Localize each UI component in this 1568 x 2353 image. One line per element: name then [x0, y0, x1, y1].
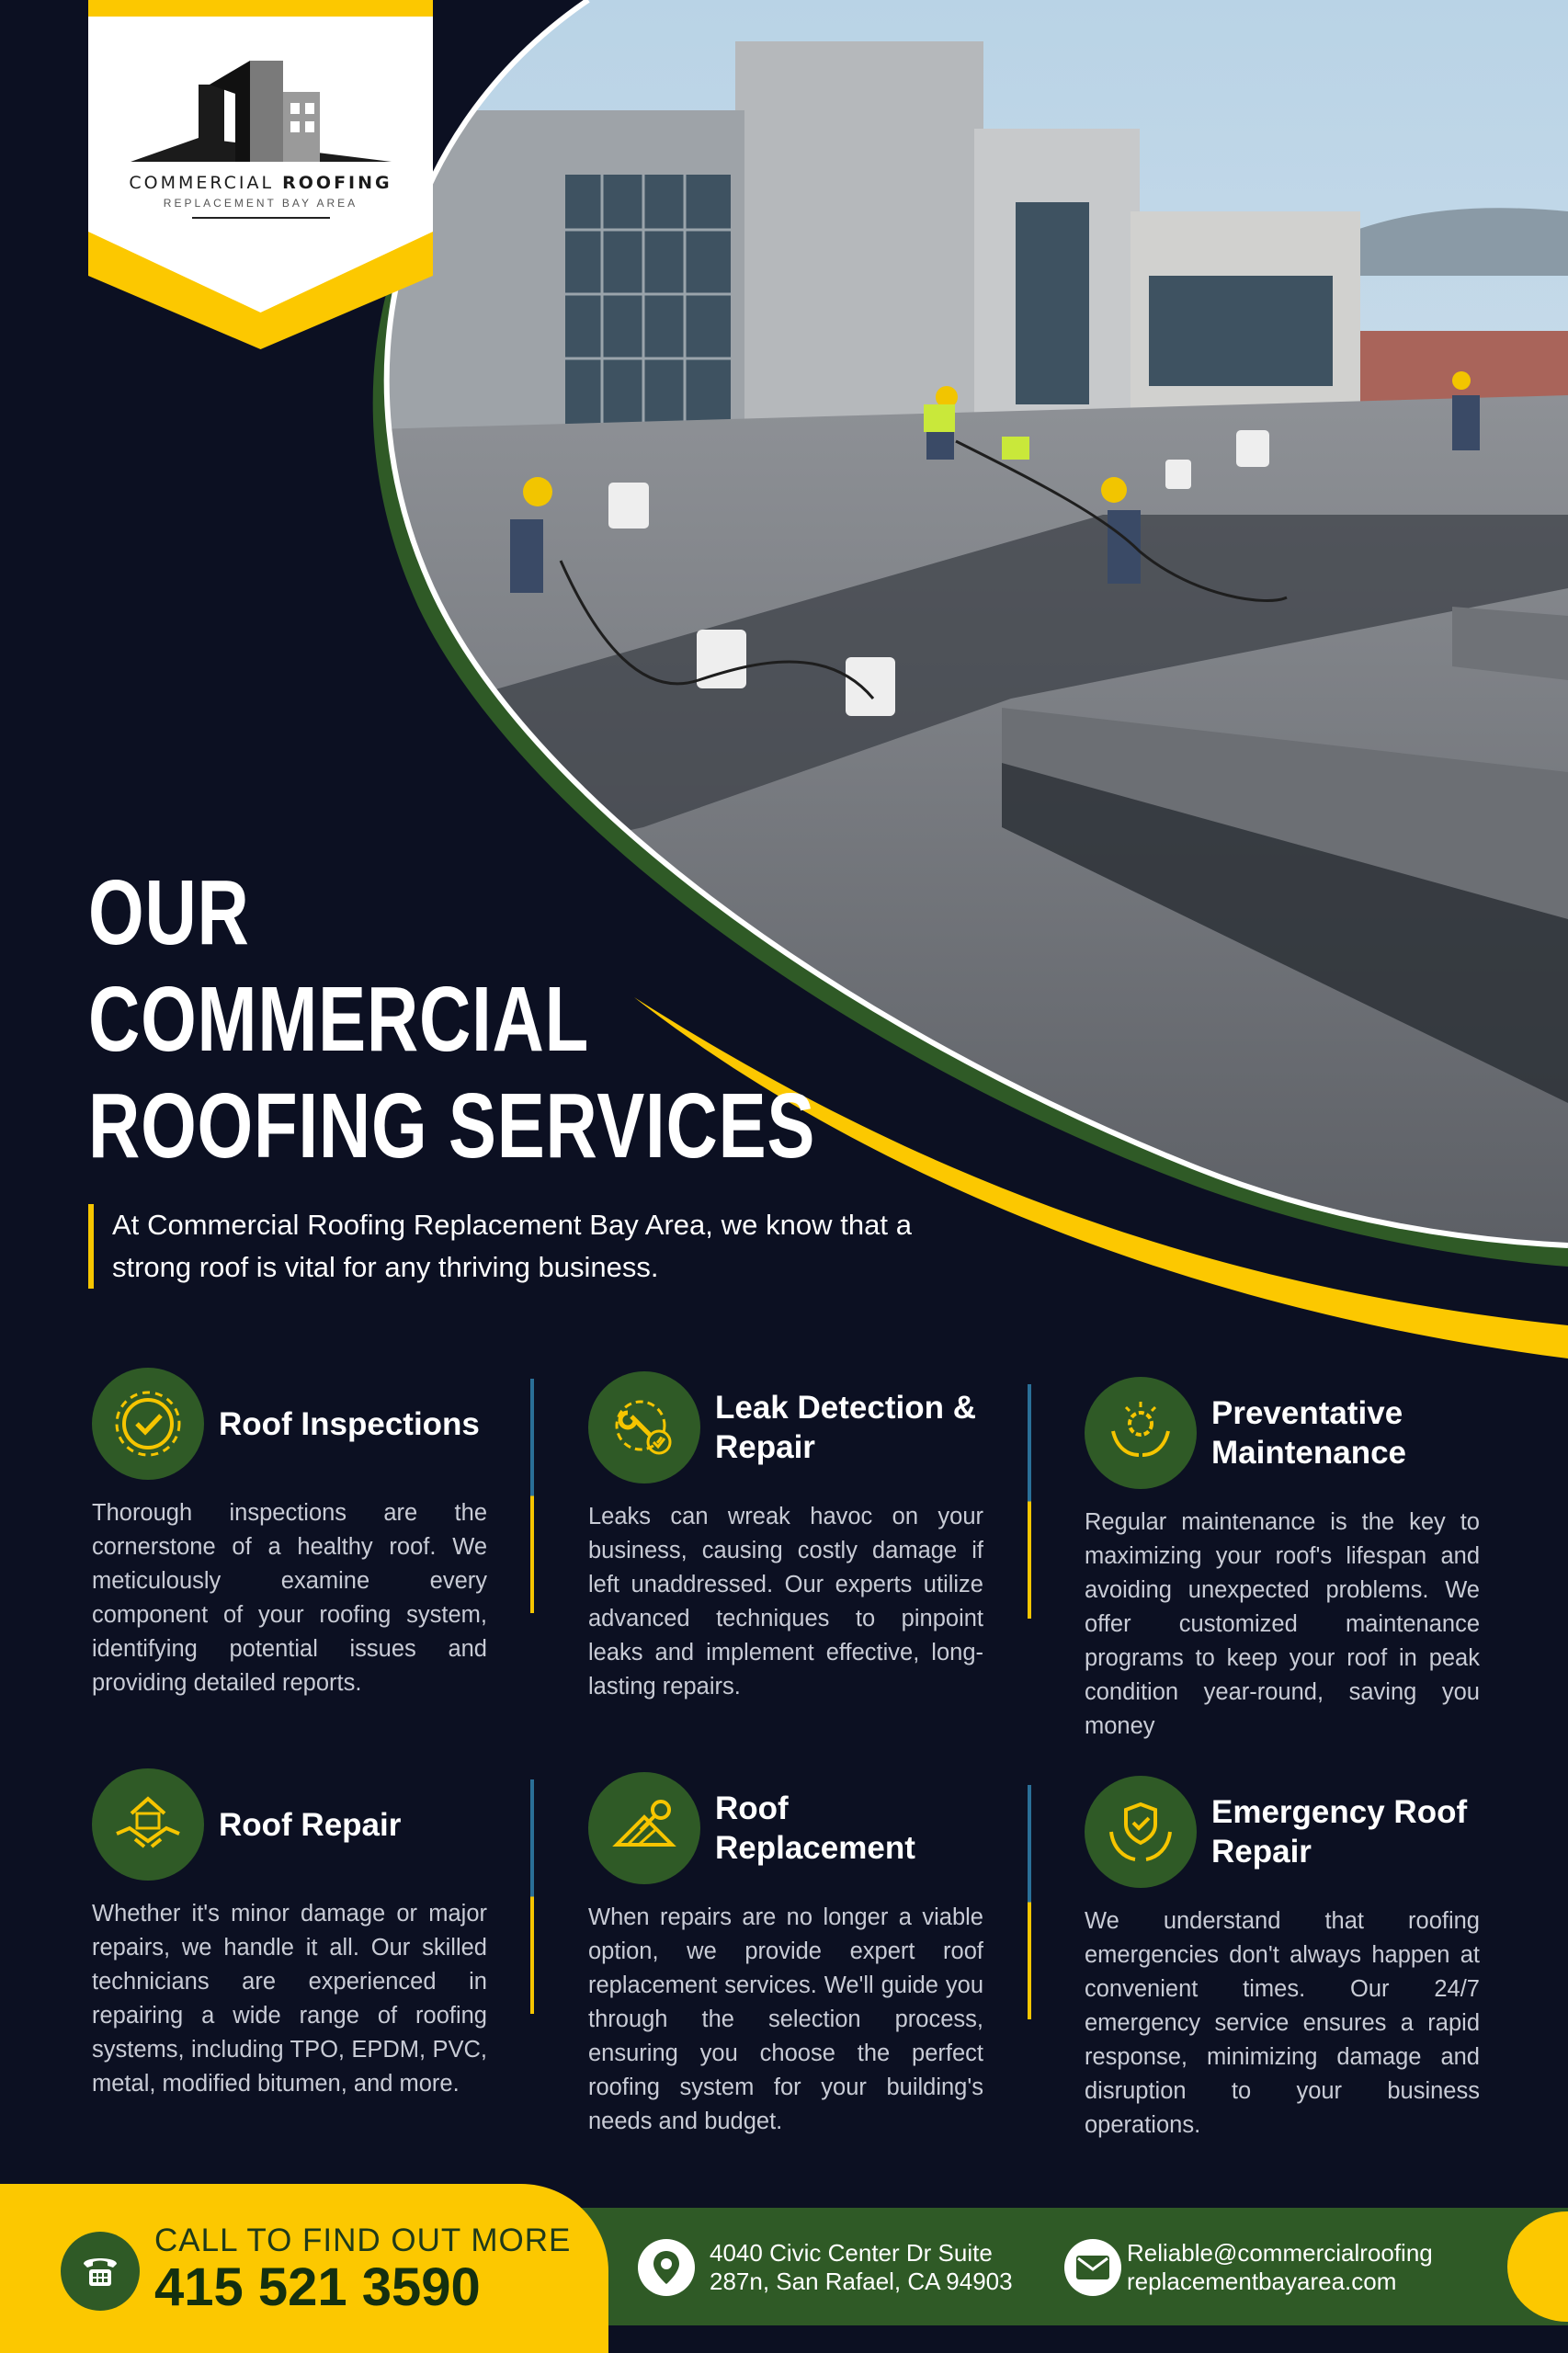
column-divider [530, 1779, 534, 2014]
inspection-gear-icon [92, 1368, 204, 1480]
column-divider [530, 1379, 534, 1613]
address[interactable] [710, 2239, 1013, 2296]
service-description: Whether it's minor damage or major repairs, we handle it all. Our skilled technicians are experienced in repairing a wide range of roofing systems, including TPO, EPDM, PVC, metal, modified bitumen, and more. [92, 1901, 487, 2097]
service-title: Roof Repair [219, 1806, 402, 1843]
roof-tools-icon [588, 1772, 700, 1884]
title-line-1: OUR [88, 861, 250, 964]
service-title: Emergency Roof Repair [1211, 1794, 1468, 1870]
envelope-icon [1064, 2239, 1121, 2296]
service-description: Regular maintenance is the key to maximizing your roof's lifespan and avoiding unexpected problems. We offer customized maintenance programs to keep your roof in peak condition year-round, saving you money [1085, 1509, 1480, 1739]
logo-name [88, 173, 433, 193]
service-description: Thorough inspections are the cornerstone of a healthy roof. We meticulously examine every component of your roofing system, identifying potential issues and providing detailed reports. [92, 1500, 487, 1696]
page-title [88, 859, 815, 1179]
email-line-2: replacementbayarea.com [1127, 2268, 1397, 2295]
service-description: We understand that roofing emergencies don't always happen at convenient times. Our 24/7 emergency service ensures a rapid response, minimizing damage and disruption to your business operations. [1085, 1908, 1480, 2138]
phone-number-link[interactable]: 415 521 3590 [154, 2257, 481, 2317]
phone-icon[interactable] [61, 2232, 140, 2311]
logo-name-bold: ROOFING [282, 173, 392, 193]
service-title: Leak Detection & Repair [715, 1390, 976, 1465]
address-line-2: 287n, San Rafael, CA 94903 [710, 2268, 1013, 2295]
service-description: When repairs are no longer a viable option, we provide expert roof replacement services. We'll guide you through the selection process, ensuring you choose the perfect roofing system for your building's needs and budget. [588, 1904, 983, 2134]
service-title: Roof Inspections [219, 1405, 480, 1442]
service-title: Roof Replacement [715, 1790, 915, 1866]
hands-gear-icon [1085, 1377, 1197, 1489]
address-line-1: 4040 Civic Center Dr Suite [710, 2239, 993, 2267]
service-description: Leaks can wreak havoc on your business, causing costly damage if left unaddressed. Our experts utilize advanced techniques to pinpoint leaks and implement effective, long-lasting repairs. [588, 1504, 983, 1699]
service-leak-detection [588, 1371, 983, 1704]
email-link[interactable] [1127, 2239, 1433, 2296]
column-divider [1028, 1384, 1031, 1619]
column-divider [1028, 1785, 1031, 2019]
service-emergency-roof-repair [1085, 1776, 1480, 2143]
call-to-action-label: CALL TO FIND OUT MORE [154, 2222, 572, 2258]
logo-name-light: COMMERCIAL [129, 173, 275, 193]
intro-text: At Commercial Roofing Replacement Bay Area, we know that a strong roof is vital for any thriving business. [88, 1204, 912, 1289]
title-line-2: COMMERCIAL [88, 968, 590, 1071]
hands-shield-icon [1085, 1776, 1197, 1888]
service-roof-inspections [92, 1368, 487, 1700]
location-pin-icon [638, 2239, 695, 2296]
logo-wordmark [88, 173, 433, 219]
service-preventative-maintenance [1085, 1377, 1480, 1744]
service-roof-repair [92, 1768, 487, 2101]
email-line-1: Reliable@commercialroofing [1127, 2239, 1433, 2267]
logo-tagline: REPLACEMENT BAY AREA [163, 197, 358, 210]
handshake-house-icon [92, 1768, 204, 1881]
service-title: Preventative Maintenance [1211, 1395, 1406, 1471]
wrench-gear-icon [588, 1371, 700, 1483]
logo-divider [192, 217, 330, 219]
title-line-3: ROOFING SERVICES [88, 1074, 816, 1177]
service-roof-replacement [588, 1772, 983, 2139]
